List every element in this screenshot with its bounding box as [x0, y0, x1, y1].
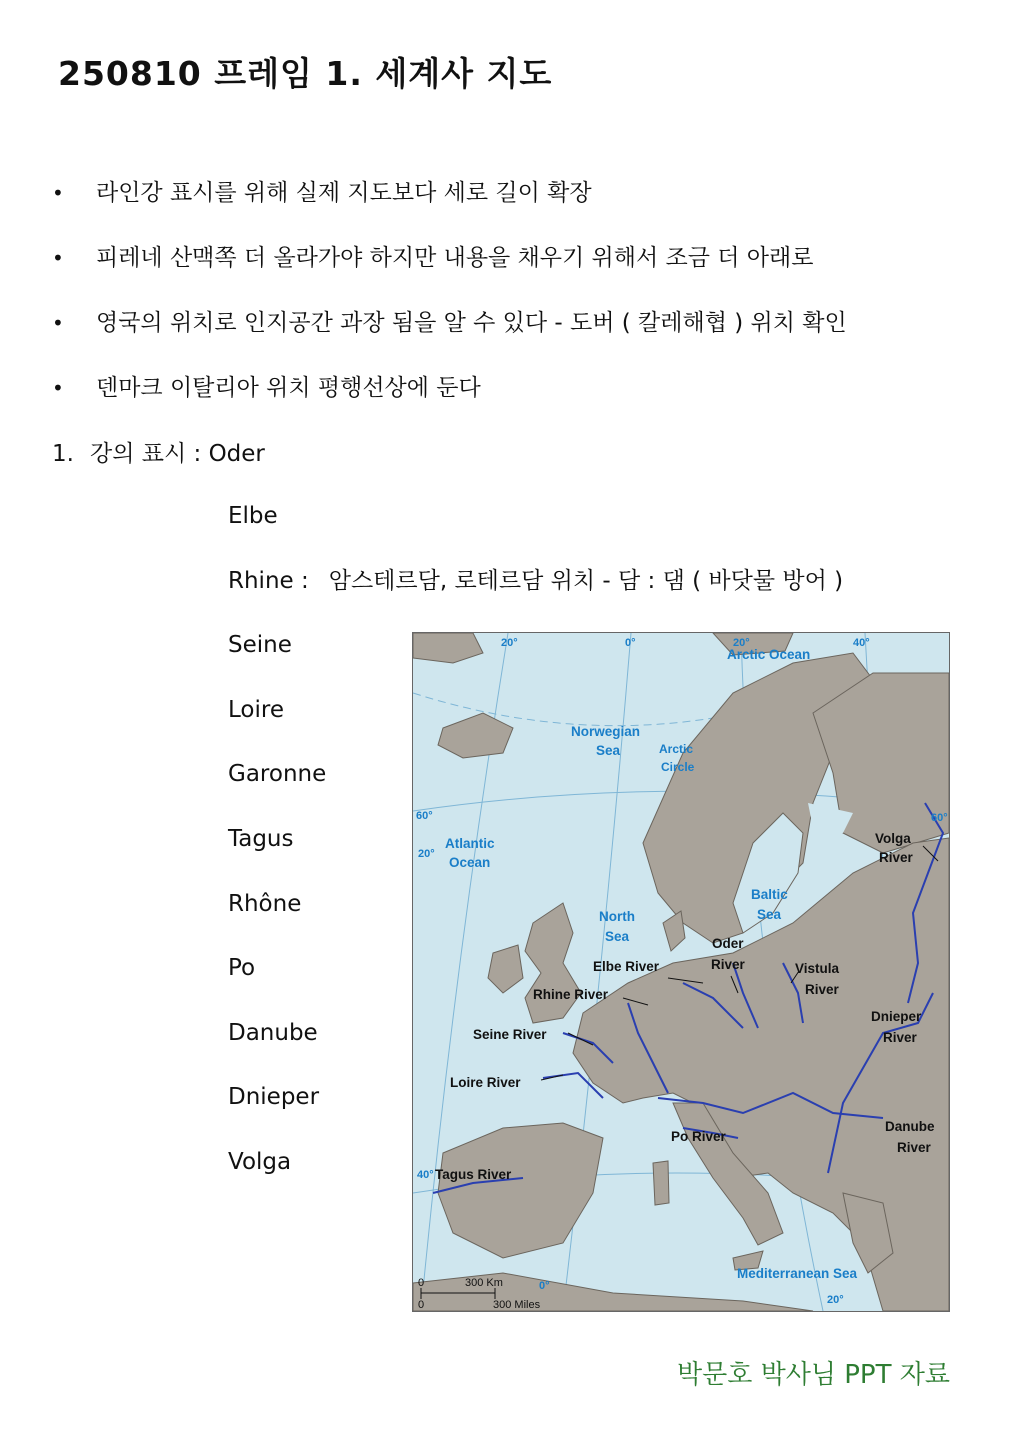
bullet-item	[52, 237, 1002, 302]
danube-label: Danube	[885, 1119, 935, 1134]
river-name: Elbe	[228, 503, 278, 529]
river-name: Oder	[208, 441, 265, 467]
arctic-circle-label: Circle	[661, 760, 695, 774]
river-name: Danube	[228, 1019, 318, 1046]
grid-label: 60°	[931, 812, 948, 824]
river-item	[228, 495, 843, 560]
bullet-dot: •	[52, 246, 64, 270]
river-name: Rhine :	[228, 567, 309, 594]
river-item	[228, 560, 843, 625]
atlantic-ocean-label: Atlantic	[445, 836, 495, 851]
bullet-dot: •	[52, 181, 64, 205]
source-credit: 박문호 박사님 PPT 자료	[677, 1360, 950, 1390]
river-name: Loire	[228, 696, 284, 723]
po-label: Po River	[671, 1129, 726, 1144]
vistula-label: Vistula	[795, 961, 840, 976]
river-name: Dnieper	[228, 1084, 320, 1111]
page-title: 250810 프레임 1. 세계사 지도	[58, 54, 553, 93]
bullet-text: 영국의 위치로 인지공간 과장 됨을 알 수 있다 - 도버 ( 칼레해협 ) 위치 확인	[96, 310, 847, 336]
europe-map	[412, 632, 950, 1312]
river-note: 암스테르담, 로테르담 위치 - 담 : 댐 ( 바닷물 방어 )	[328, 567, 844, 594]
oder-label: River	[711, 957, 745, 972]
arctic-circle-label: Arctic	[659, 742, 694, 756]
bullet-text: 라인강 표시를 위해 실제 지도보다 세로 길이 확장	[96, 180, 592, 206]
numbered-item	[52, 433, 265, 475]
scale-zero-miles: 0	[418, 1299, 425, 1311]
atlantic-ocean-label: Ocean	[449, 855, 491, 870]
river-name: Seine	[228, 632, 292, 659]
bullet-item	[52, 302, 1002, 367]
norwegian-sea-label: Sea	[596, 743, 621, 758]
river-name: Po	[228, 955, 256, 982]
scale-zero-km: 0	[418, 1277, 425, 1289]
bullet-dot: •	[52, 376, 64, 400]
grid-label: 20°	[827, 1294, 844, 1306]
item-label: 강의 표시 :	[90, 441, 209, 467]
bullet-list	[52, 172, 1002, 432]
north-sea-label: North	[599, 909, 635, 924]
tagus-label: Tagus River	[435, 1167, 512, 1182]
grid-label: 40°	[417, 1169, 434, 1181]
north-sea-label: Sea	[605, 929, 630, 944]
scale-km-label: 300 Km	[465, 1277, 503, 1289]
baltic-sea-label: Baltic	[751, 887, 788, 902]
bullet-item	[52, 367, 1002, 432]
river-name: Rhône	[228, 890, 302, 917]
grid-label: 20°	[501, 637, 518, 649]
grid-label: 20°	[418, 848, 435, 860]
grid-label: 40°	[853, 637, 870, 649]
danube-label: River	[897, 1140, 931, 1155]
volga-label: River	[879, 850, 913, 865]
grid-label: 0°	[625, 637, 636, 649]
river-name: Tagus	[228, 825, 294, 852]
river-name: Volga	[228, 1148, 292, 1175]
baltic-sea-label: Sea	[757, 907, 782, 922]
vistula-label: River	[805, 982, 839, 997]
grid-label: 20°	[733, 637, 750, 649]
loire-label: Loire River	[450, 1075, 521, 1090]
bullet-text: 덴마크 이탈리아 위치 평행선상에 둔다	[96, 375, 481, 401]
map-graphic	[413, 633, 949, 1311]
bullet-dot: •	[52, 311, 64, 335]
seine-label: Seine River	[473, 1027, 547, 1042]
item-number: 1.	[52, 441, 74, 467]
arctic-ocean-label: Arctic Ocean	[727, 647, 811, 662]
dnieper-label: Dnieper	[871, 1009, 922, 1024]
river-name: Garonne	[228, 761, 327, 788]
scale-miles-label: 300 Miles	[493, 1299, 541, 1311]
elbe-label: Elbe River	[593, 959, 660, 974]
mediterranean-sea-label: Mediterranean Sea	[737, 1266, 858, 1281]
bullet-text: 피레네 산맥쪽 더 올라가야 하지만 내용을 채우기 위해서 조금 더 아래로	[96, 245, 814, 271]
grid-label: 60°	[416, 810, 433, 822]
oder-label: Oder	[712, 936, 744, 951]
dnieper-label: River	[883, 1030, 917, 1045]
grid-label: 0°	[539, 1280, 550, 1292]
bullet-item	[52, 172, 1002, 237]
rhine-label: Rhine River	[533, 987, 609, 1002]
norwegian-sea-label: Norwegian	[571, 724, 641, 739]
volga-label: Volga	[875, 831, 911, 846]
